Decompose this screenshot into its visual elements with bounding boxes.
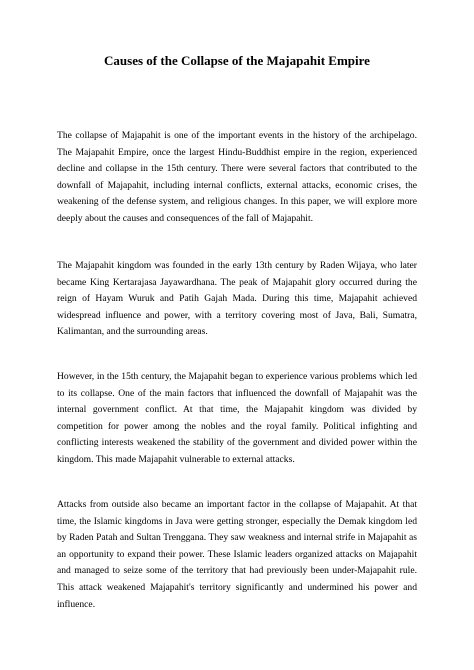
paragraph-internal-conflict: However, in the 15th century, the Majapahit began to experience various problems which led to its collapse. One of the main factors that influenced the downfall of Majapahit was the internal government conflict. At that time, the Majapahit kingdom was divided by competition for power among the nobles and the royal family. Political infighting and conflicting interests weakened the stability of the government and divided power within the kingdom. This made Majapahit vulnerable to external attacks. [57, 371, 417, 465]
paragraph-introduction: The collapse of Majapahit is one of the important events in the history of the archipelago. The Majapahit Empire, once the largest Hindu-Buddhist empire in the region, experienced decline and collapse in the 15th century. There were several factors that contributed to the downfall of Majapahit, including internal conflicts, external attacks, economic crises, the weakening of the defense system, and religious changes. In this paper, we will explore more deeply about the causes and consequences of the fall of Majapahit. [57, 130, 417, 224]
document-title: Causes of the Collapse of the Majapahit Empire [104, 53, 370, 68]
paragraph-founding: The Majapahit kingdom was founded in the early 13th century by Raden Wijaya, who later became King Kertarajasa Jayawardhana. The peak of Majapahit glory occurred during the reign of Hayam Wuruk and Patih Gajah Mada. During this time, Majapahit achieved widespread influence and power, with a territory covering most of Java, Bali, Sumatra, Kalimantan, and the surrounding areas. [57, 260, 417, 338]
paragraph-external-attacks: Attacks from outside also became an important factor in the collapse of Majapahit. At that time, the Islamic kingdoms in Java were getting stronger, especially the Demak kingdom led by Raden Patah and Sultan Trenggana. They saw weakness and internal strife in Majapahit as an opportunity to expand their power. These Islamic leaders organized attacks on Majapahit and managed to seize some of the territory that had previously been under-Majapahit rule. This attack weakened Majapahit's territory significantly and undermined his power and influence. [57, 499, 417, 610]
